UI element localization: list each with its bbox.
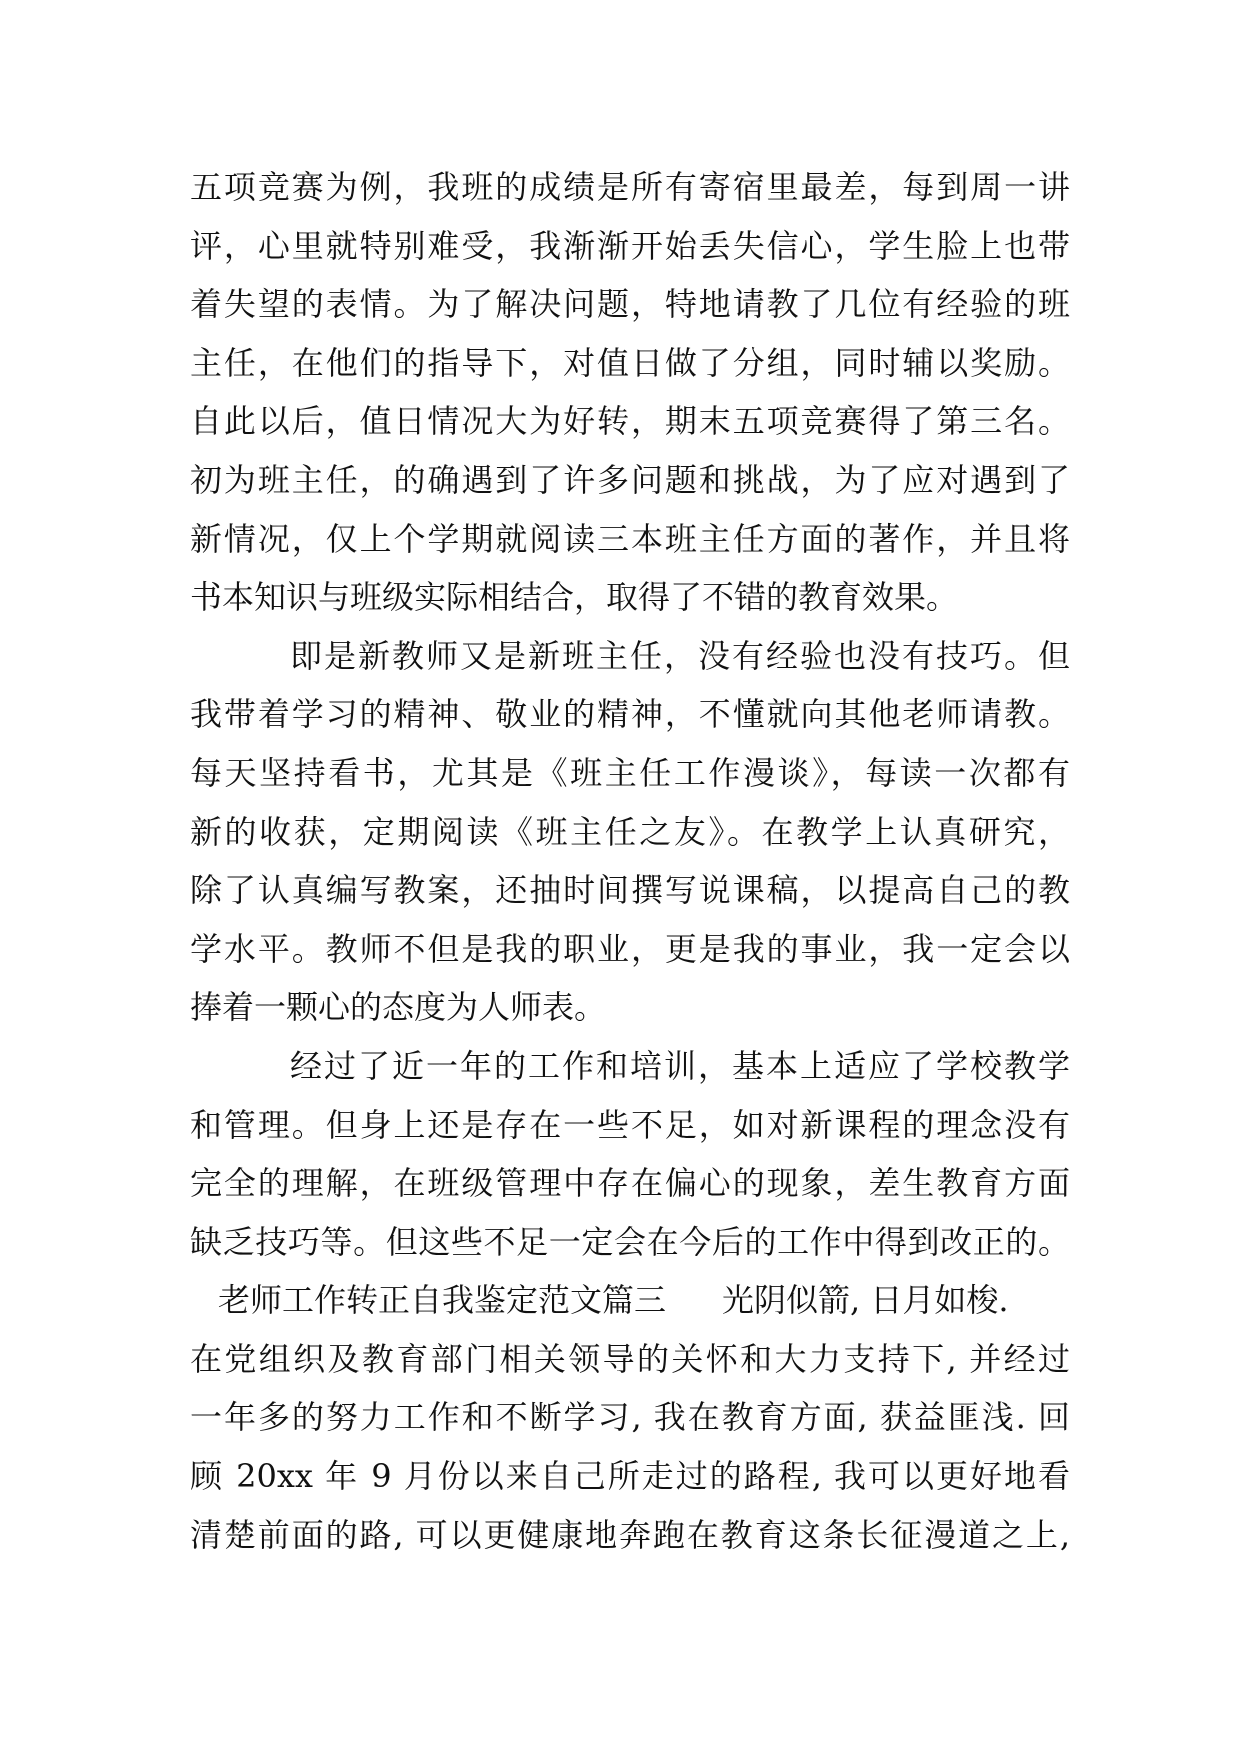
text-line: 捧着一颗心的态度为人师表。 bbox=[190, 988, 607, 1027]
text-line: 顾 20xx 年 9 月份以来自己所走过的路程, 我可以更好地看 bbox=[190, 1457, 1070, 1496]
text-line: 和管理。但身上还是存在一些不足，如对新课程的理念没有 bbox=[190, 1105, 1070, 1144]
text-line: 主任，在他们的指导下，对值日做了分组，同时辅以奖励。 bbox=[190, 343, 1070, 382]
paragraph-start-line: 即是新教师又是新班主任，没有经验也没有技巧。但 bbox=[290, 636, 1070, 675]
paragraph-start-line: 经过了近一年的工作和培训，基本上适应了学校教学 bbox=[290, 1046, 1070, 1085]
text-line: 着失望的表情。为了解决问题，特地请教了几位有经验的班 bbox=[190, 285, 1070, 324]
text-line: 每天坚持看书，尤其是《班主任工作漫谈》，每读一次都有 bbox=[190, 753, 1070, 792]
text-line: 除了认真编写教案，还抽时间撰写说课稿，以提高自己的教 bbox=[190, 871, 1070, 910]
text-line: 新情况，仅上个学期就阅读三本班主任方面的著作，并且将 bbox=[190, 519, 1070, 558]
text-line: 一年多的努力工作和不断学习, 我在教育方面, 获益匪浅. 回 bbox=[190, 1398, 1070, 1437]
text-line: 新的收获，定期阅读《班主任之友》。在教学上认真研究， bbox=[190, 812, 1070, 851]
body-text bbox=[190, 158, 1070, 1564]
section-heading-line bbox=[190, 1271, 1070, 1330]
text-line: 评，心里就特别难受，我渐渐开始丢失信心，学生脸上也带 bbox=[190, 226, 1070, 265]
text-line: 学水平。教师不但是我的职业，更是我的事业，我一定会以 bbox=[190, 929, 1070, 968]
heading-line-text: 光阴似箭, 日月如梭. bbox=[722, 1281, 1009, 1320]
text-line: 在党组织及教育部门相关领导的关怀和大力支持下, 并经过 bbox=[190, 1339, 1070, 1378]
text-line: 初为班主任，的确遇到了许多问题和挑战，为了应对遇到了 bbox=[190, 460, 1070, 499]
text-line: 缺乏技巧等。但这些不足一定会在今后的工作中得到改正的。 bbox=[190, 1222, 1070, 1261]
text-line: 书本知识与班级实际相结合，取得了不错的教育效果。 bbox=[190, 578, 959, 617]
text-line: 我带着学习的精神、敬业的精神，不懂就向其他老师请教。 bbox=[190, 695, 1070, 734]
text-line: 清楚前面的路, 可以更健康地奔跑在教育这条长征漫道之上, bbox=[190, 1515, 1070, 1554]
section-heading: 老师工作转正自我鉴定范文篇三 bbox=[218, 1281, 667, 1320]
text-line: 自此以后，值日情况大为好转，期末五项竞赛得了第三名。 bbox=[190, 402, 1070, 441]
text-line: 完全的理解，在班级管理中存在偏心的现象，差生教育方面 bbox=[190, 1164, 1070, 1203]
text-line: 五项竞赛为例，我班的成绩是所有寄宿里最差，每到周一讲 bbox=[190, 168, 1070, 206]
